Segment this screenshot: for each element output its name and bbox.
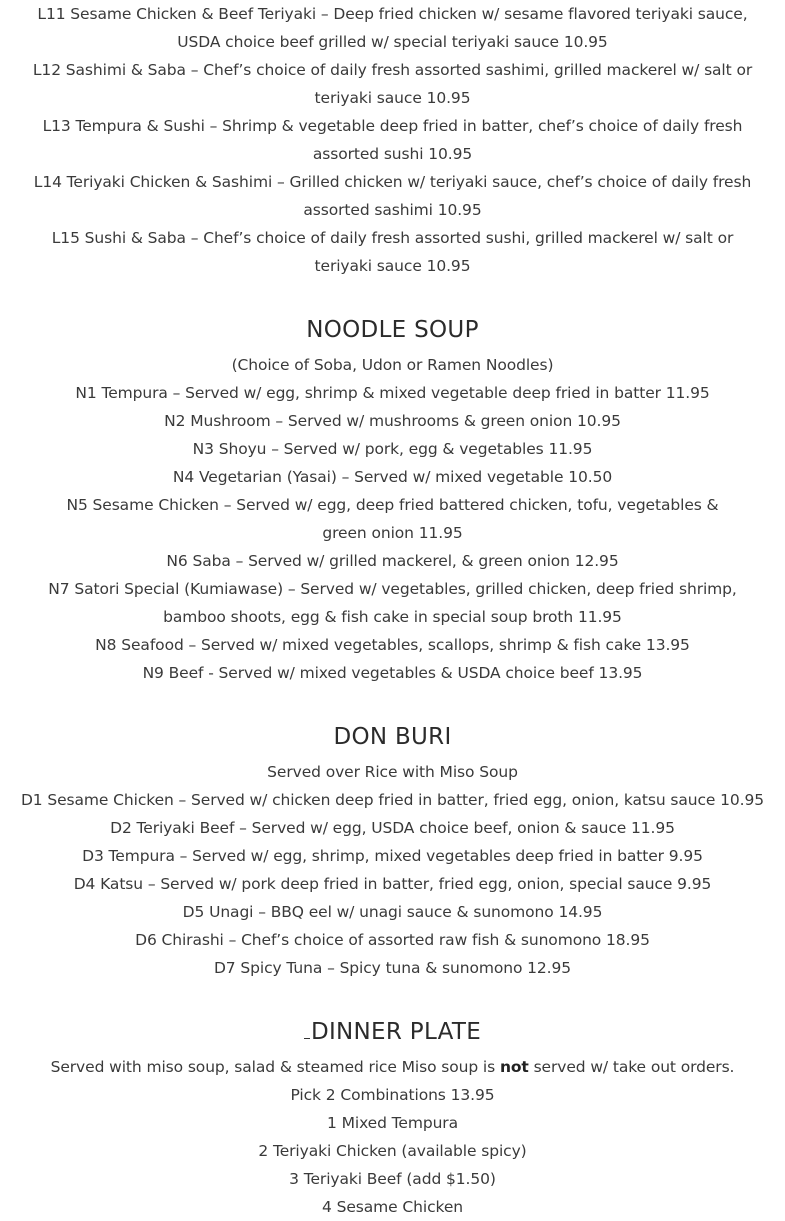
dinner-plate-item: Pick 2 Combinations 13.95	[290, 1086, 495, 1104]
menu-item-n2: N2 Mushroom – Served w/ mushrooms & green onion 10.95	[164, 412, 621, 430]
intro-text-bold: not	[499, 1058, 529, 1076]
menu-item-n3: N3 Shoyu – Served w/ pork, egg & vegetables 11.95	[192, 440, 593, 458]
dinner-plate-item: 4 Sesame Chicken	[322, 1198, 463, 1216]
menu-item-d5: D5 Unagi – BBQ eel w/ unagi sauce & sunomono 14.95	[182, 903, 603, 921]
dinner-plate-item: 2 Teriyaki Chicken (available spicy)	[258, 1142, 527, 1160]
menu-item-d4: D4 Katsu – Served w/ pork deep fried in batter, fried egg, onion, special sauce 9.95	[73, 875, 712, 893]
menu-item-n8: N8 Seafood – Served w/ mixed vegetables, scallops, shrimp & fish cake 13.95	[95, 636, 690, 654]
dinner-plate-item: 1 Mixed Tempura	[327, 1114, 458, 1132]
intro-text-before: Served with miso soup, salad & steamed rice Miso soup is	[50, 1058, 500, 1076]
menu-item-d3: D3 Tempura – Served w/ egg, shrimp, mixed vegetables deep fried in batter 9.95	[82, 847, 703, 865]
section-title-noodle-soup: NOODLE SOUP	[306, 317, 479, 343]
menu-item-n6: N6 Saba – Served w/ grilled mackerel, & green onion 12.95	[166, 552, 619, 570]
intro-text-after: served w/ take out orders.	[528, 1058, 735, 1076]
menu-item-d1: D1 Sesame Chicken – Served w/ chicken deep fried in batter, fried egg, onion, katsu sauce 10.95	[20, 791, 765, 809]
menu-item-d6: D6 Chirashi – Chef’s choice of assorted raw fish & sunomono 18.95	[135, 931, 650, 949]
section-title-dinner-plate-text: DINNER PLATE	[310, 1019, 482, 1045]
section-intro-dinner-plate	[0, 1053, 785, 1081]
text-cursor	[304, 1024, 310, 1039]
menu-item-n1: N1 Tempura – Served w/ egg, shrimp & mixed vegetable deep fried in batter 11.95	[75, 384, 710, 402]
menu-item-l14: L14 Teriyaki Chicken & Sashimi – Grilled chicken w/ teriyaki sauce, chef’s choice of daily fresh assorted sashimi 10.95	[33, 173, 752, 219]
menu-item-l13: L13 Tempura & Sushi – Shrimp & vegetable deep fried in batter, chef’s choice of daily fresh assorted sushi 10.95	[42, 117, 743, 163]
menu-item-l15: L15 Sushi & Saba – Chef’s choice of daily fresh assorted sushi, grilled mackerel w/ salt or teriyaki sauce 10.95	[51, 229, 734, 275]
menu-item-n9: N9 Beef - Served w/ mixed vegetables & USDA choice beef 13.95	[142, 664, 643, 682]
menu-item-n4: N4 Vegetarian (Yasai) – Served w/ mixed vegetable 10.50	[172, 468, 613, 486]
menu-item-l12: L12 Sashimi & Saba – Chef’s choice of daily fresh assorted sashimi, grilled mackerel w/ salt or teriyaki sauce 10.95	[32, 61, 753, 107]
menu-item-d7: D7 Spicy Tuna – Spicy tuna & sunomono 12.95	[213, 959, 572, 977]
section-subtitle-noodle-soup: (Choice of Soba, Udon or Ramen Noodles)	[231, 356, 554, 374]
menu-item-d2: D2 Teriyaki Beef – Served w/ egg, USDA choice beef, onion & sauce 11.95	[110, 819, 675, 837]
menu-item-n5: N5 Sesame Chicken – Served w/ egg, deep fried battered chicken, tofu, vegetables & green onion 11.95	[66, 496, 719, 542]
menu-item-n7: N7 Satori Special (Kumiawase) – Served w/ vegetables, grilled chicken, deep fried shrimp, bamboo shoots, egg & fish cake in special soup broth 11.95	[48, 580, 737, 626]
section-title-don-buri: DON BURI	[333, 724, 452, 750]
menu-item-l11: L11 Sesame Chicken & Beef Teriyaki – Deep fried chicken w/ sesame flavored teriyaki sauce, USDA choice beef grilled w/ special teriyaki sauce 10.95	[37, 5, 748, 51]
section-title-dinner-plate	[0, 1018, 785, 1046]
dinner-plate-item: 3 Teriyaki Beef (add $1.50)	[289, 1170, 496, 1188]
section-subtitle-don-buri: Served over Rice with Miso Soup	[267, 763, 518, 781]
